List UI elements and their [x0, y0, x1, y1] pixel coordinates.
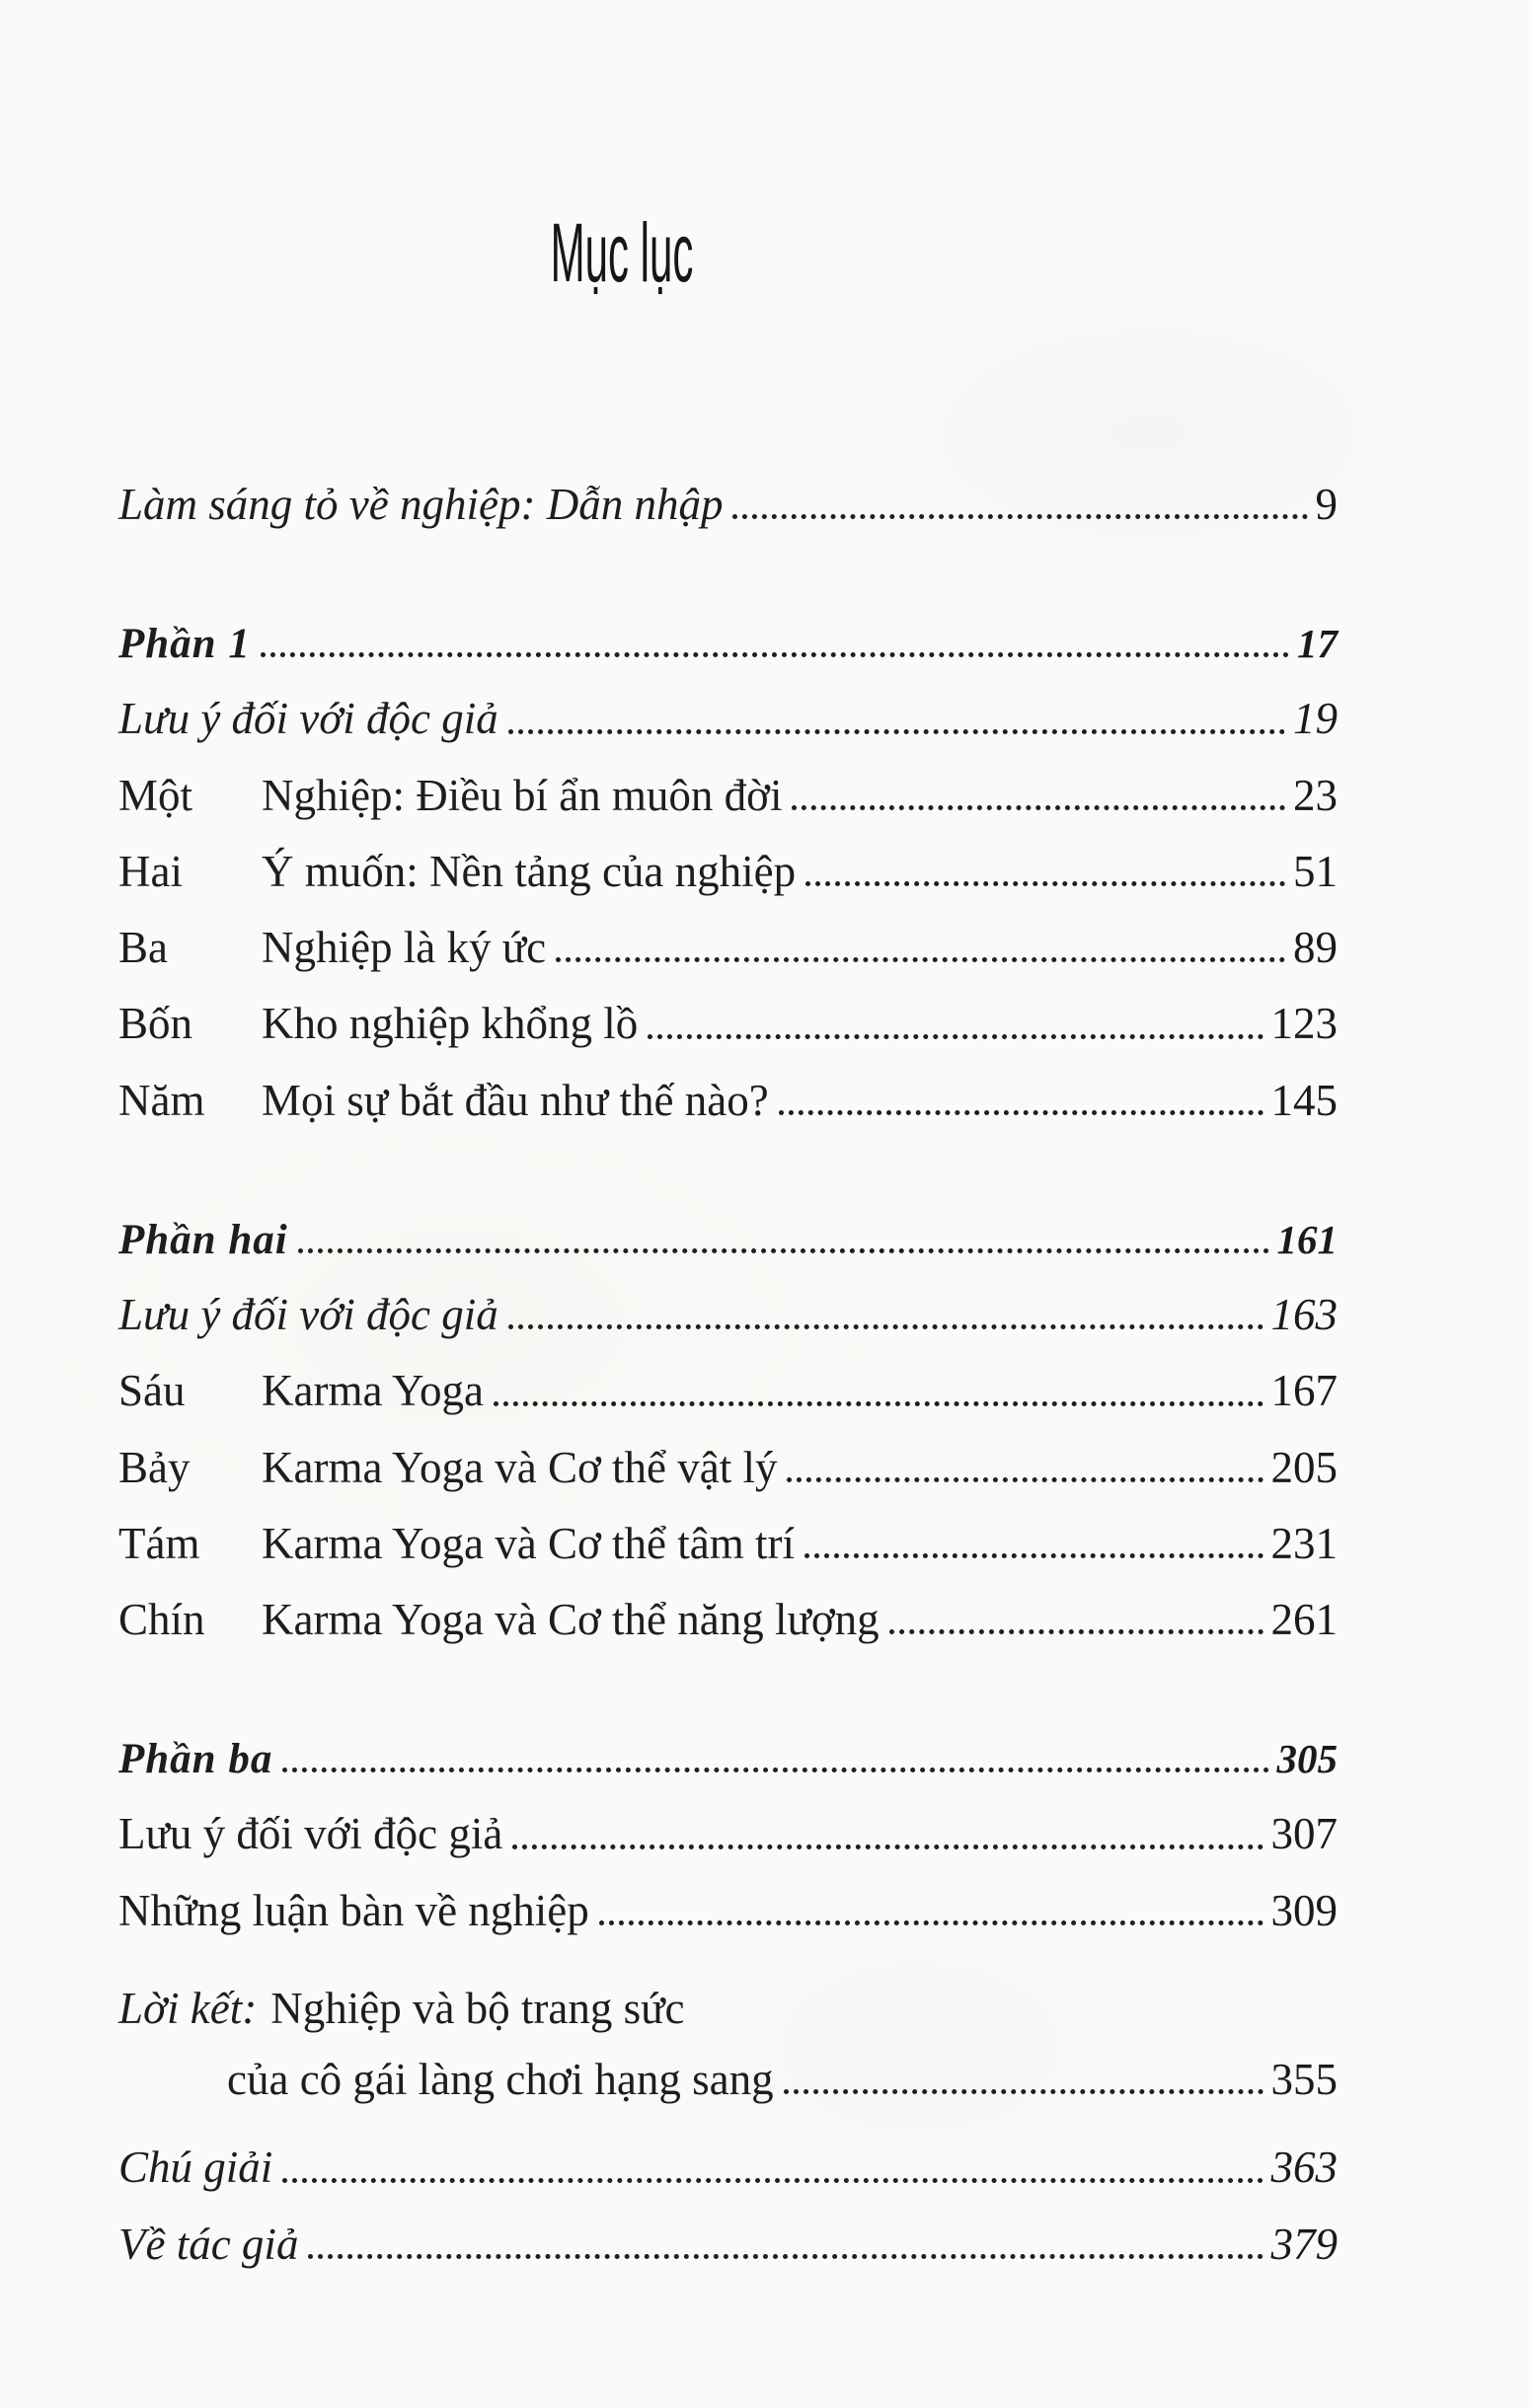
toc-chapter	[118, 1368, 1338, 1414]
section-title: Phần hai	[118, 1216, 288, 1263]
entry-title: Nghiệp là ký ức	[262, 923, 547, 973]
entry-title: Karma Yoga và Cơ thể vật lý	[262, 1442, 778, 1492]
page-number: 145	[1270, 1075, 1338, 1125]
dot-leader	[556, 957, 1285, 962]
page-number: 205	[1270, 1442, 1338, 1492]
chapter-label: Hai	[118, 846, 183, 896]
entry-title: Karma Yoga và Cơ thể tâm trí	[262, 1518, 795, 1568]
entry-title: Karma Yoga	[262, 1366, 484, 1416]
chapter-label: Chín	[118, 1595, 205, 1645]
page-number: 305	[1276, 1736, 1338, 1782]
page-number: 355	[1270, 2055, 1338, 2105]
dot-leader	[508, 729, 1285, 734]
page-title: Mục lục	[550, 206, 694, 299]
entry-title: Karma Yoga và Cơ thể năng lượng	[262, 1595, 880, 1645]
page-number: 231	[1270, 1518, 1338, 1568]
chapter-label: Một	[118, 770, 193, 820]
page-number: 379	[1270, 2219, 1338, 2269]
page-number: 363	[1270, 2143, 1338, 2193]
dot-leader	[282, 2178, 1263, 2183]
chapter-label: Tám	[118, 1518, 200, 1568]
toc-entry	[118, 1885, 1338, 1935]
toc-chapter	[118, 1075, 1338, 1125]
page-number: 9	[1315, 480, 1338, 529]
page-number: 167	[1270, 1366, 1338, 1416]
dot-leader	[599, 1920, 1264, 1925]
dot-leader	[648, 1034, 1263, 1039]
toc-entry	[118, 2221, 1338, 2268]
chapter-label: Sáu	[118, 1366, 186, 1416]
epilogue-prefix: Lời kết:	[118, 1983, 258, 2033]
dot-leader	[787, 1477, 1263, 1482]
dot-leader	[494, 1401, 1264, 1406]
chapter-label: Bảy	[118, 1442, 191, 1492]
dot-leader	[784, 2089, 1264, 2094]
dot-leader	[261, 652, 1289, 657]
section-title: Phần 1	[118, 621, 251, 668]
dot-leader	[804, 1553, 1264, 1558]
toc-section-part-2	[118, 1218, 1338, 1262]
toc-entry	[118, 482, 1338, 528]
dot-leader	[732, 514, 1307, 519]
entry-title-continued: của cô gái làng chơi hạng sang	[227, 2055, 774, 2105]
chapter-label: Ba	[118, 923, 168, 973]
entry-title: Chú giải	[118, 2143, 273, 2193]
toc-entry-epilogue-line-2	[118, 2057, 1338, 2103]
toc-chapter	[118, 1597, 1338, 1643]
entry-title: Kho nghiệp khổng lồ	[262, 999, 639, 1049]
dot-leader	[792, 805, 1285, 810]
dot-leader	[308, 2254, 1263, 2259]
entry-title: Mọi sự bắt đầu như thế nào?	[262, 1075, 769, 1125]
entry-title: Lưu ý đối với độc giả	[118, 1809, 503, 1859]
page-number: 23	[1293, 770, 1338, 820]
toc-entry	[118, 2145, 1338, 2191]
entry-title: Làm sáng tỏ về nghiệp: Dẫn nhập	[118, 480, 724, 529]
entry-title: Nghiệp: Điều bí ẩn muôn đời	[262, 770, 783, 820]
entry-title: Về tác giả	[118, 2219, 299, 2269]
dot-leader	[298, 1248, 1269, 1253]
chapter-label: Bốn	[118, 999, 193, 1049]
page-number: 309	[1270, 1885, 1338, 1935]
toc-chapter	[118, 1001, 1338, 1047]
page-number: 163	[1270, 1290, 1338, 1340]
toc-entry	[118, 1292, 1338, 1338]
toc-entry	[118, 696, 1338, 742]
page-number: 19	[1293, 694, 1338, 744]
toc-chapter	[118, 1442, 1338, 1492]
toc-entry-epilogue-line-1	[118, 1983, 1338, 2033]
entry-title: Lưu ý đối với độc giả	[118, 1290, 498, 1340]
page-number: 89	[1293, 923, 1338, 973]
entry-title: Ý muốn: Nền tảng của nghiệp	[262, 846, 797, 896]
entry-title: Nghiệp và bộ trang sức	[270, 1983, 685, 2033]
toc-entry	[118, 1811, 1338, 1857]
toc-section-part-1	[118, 622, 1338, 666]
toc-chapter	[118, 925, 1338, 971]
toc-chapter	[118, 846, 1338, 896]
page-number: 17	[1297, 621, 1338, 667]
dot-leader	[512, 1844, 1263, 1849]
toc-chapter	[118, 1518, 1338, 1568]
page-number: 123	[1270, 999, 1338, 1049]
dot-leader	[508, 1324, 1264, 1329]
section-title: Phần ba	[118, 1736, 273, 1783]
entry-title: Những luận bàn về nghiệp	[118, 1885, 589, 1935]
toc-section-part-3	[118, 1737, 1338, 1781]
dot-leader	[779, 1110, 1264, 1115]
page-number: 307	[1270, 1809, 1338, 1859]
page-number: 261	[1270, 1595, 1338, 1645]
dot-leader	[805, 881, 1285, 886]
chapter-label: Năm	[118, 1075, 205, 1125]
toc-chapter	[118, 770, 1338, 820]
dot-leader	[889, 1629, 1264, 1634]
entry-title: Lưu ý đối với độc giả	[118, 694, 498, 744]
dot-leader	[282, 1768, 1268, 1772]
page-number: 51	[1293, 846, 1338, 896]
page-number: 161	[1276, 1216, 1338, 1262]
table-of-contents	[0, 393, 1532, 2268]
